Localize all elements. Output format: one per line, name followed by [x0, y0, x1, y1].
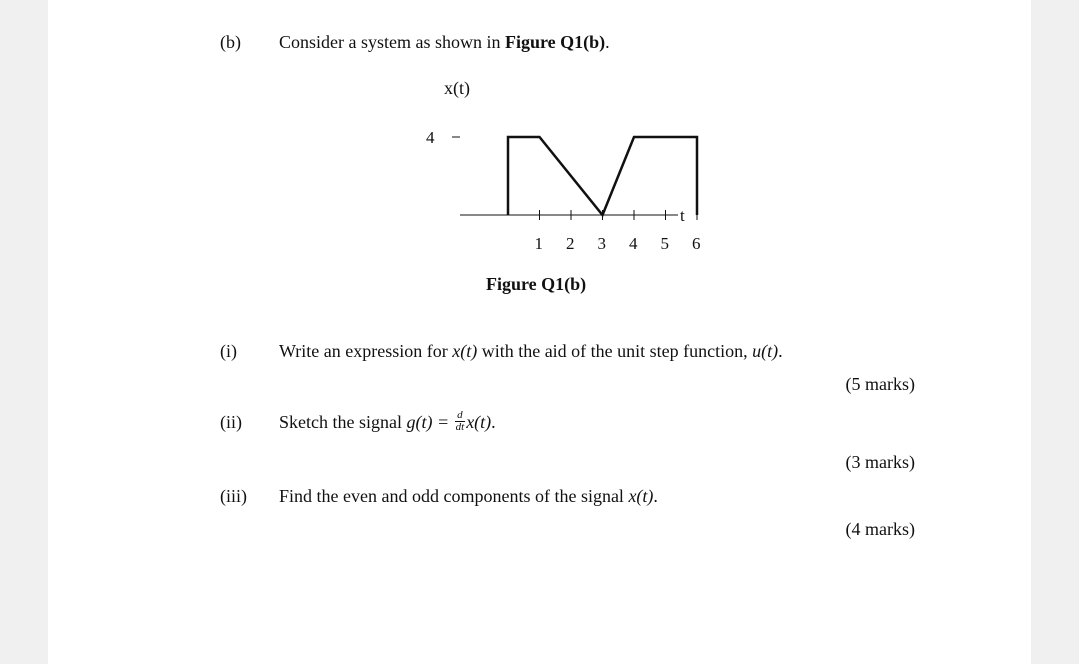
signal-line: [508, 137, 697, 215]
question-iii-marks: (4 marks): [845, 519, 915, 539]
question-ii-text: [279, 411, 496, 435]
x-tick-label: 3: [597, 234, 606, 253]
x-tick-label: 5: [660, 234, 669, 253]
figure-ytick-label: 4: [426, 128, 435, 147]
x-tick-label: 2: [566, 234, 575, 253]
q3-text-1: Find the even and odd components of the signal: [279, 486, 629, 506]
signal-figure: [408, 70, 708, 260]
q2-math-x: x(t): [466, 412, 492, 432]
derivative-fraction: [455, 410, 466, 433]
frac-numerator: d: [455, 410, 466, 422]
q2-text-2: .: [491, 412, 496, 432]
question-i-text: [279, 340, 783, 362]
q1-math-x: x(t): [452, 341, 478, 361]
intro-figure-ref: Figure Q1(b): [504, 32, 606, 52]
question-iii-text: [279, 485, 658, 507]
document-page: [48, 0, 1031, 664]
part-b-label: (b): [220, 32, 241, 52]
figure-caption: Figure Q1(b): [486, 274, 587, 294]
part-b-intro: [279, 31, 610, 53]
question-ii-marks: (3 marks): [845, 452, 915, 472]
figure-ylabel: x(t): [444, 78, 470, 98]
frac-denominator: dt: [455, 421, 465, 434]
intro-suffix: .: [605, 32, 610, 52]
q3-math-x: x(t): [628, 486, 654, 506]
figure-xlabel: t: [680, 206, 685, 225]
q1-text-1: Write an expression for: [279, 341, 453, 361]
question-ii-label: (ii): [220, 412, 242, 432]
question-i-marks: (5 marks): [845, 374, 915, 394]
q1-math-u: u(t): [752, 341, 779, 361]
intro-prefix: Consider a system as shown in: [279, 32, 505, 52]
question-iii-label: (iii): [220, 486, 247, 506]
q3-text-2: .: [653, 486, 658, 506]
q1-text-3: .: [778, 341, 783, 361]
q1-text-2: with the aid of the unit step function,: [477, 341, 753, 361]
x-tick-label: 6: [692, 234, 701, 253]
question-i-label: (i): [220, 341, 237, 361]
x-ticks: [535, 210, 701, 253]
x-tick-label: 4: [629, 234, 638, 253]
q2-math-g: g(t) =: [406, 412, 454, 432]
q2-text-1: Sketch the signal: [279, 412, 407, 432]
x-tick-label: 1: [534, 234, 543, 253]
